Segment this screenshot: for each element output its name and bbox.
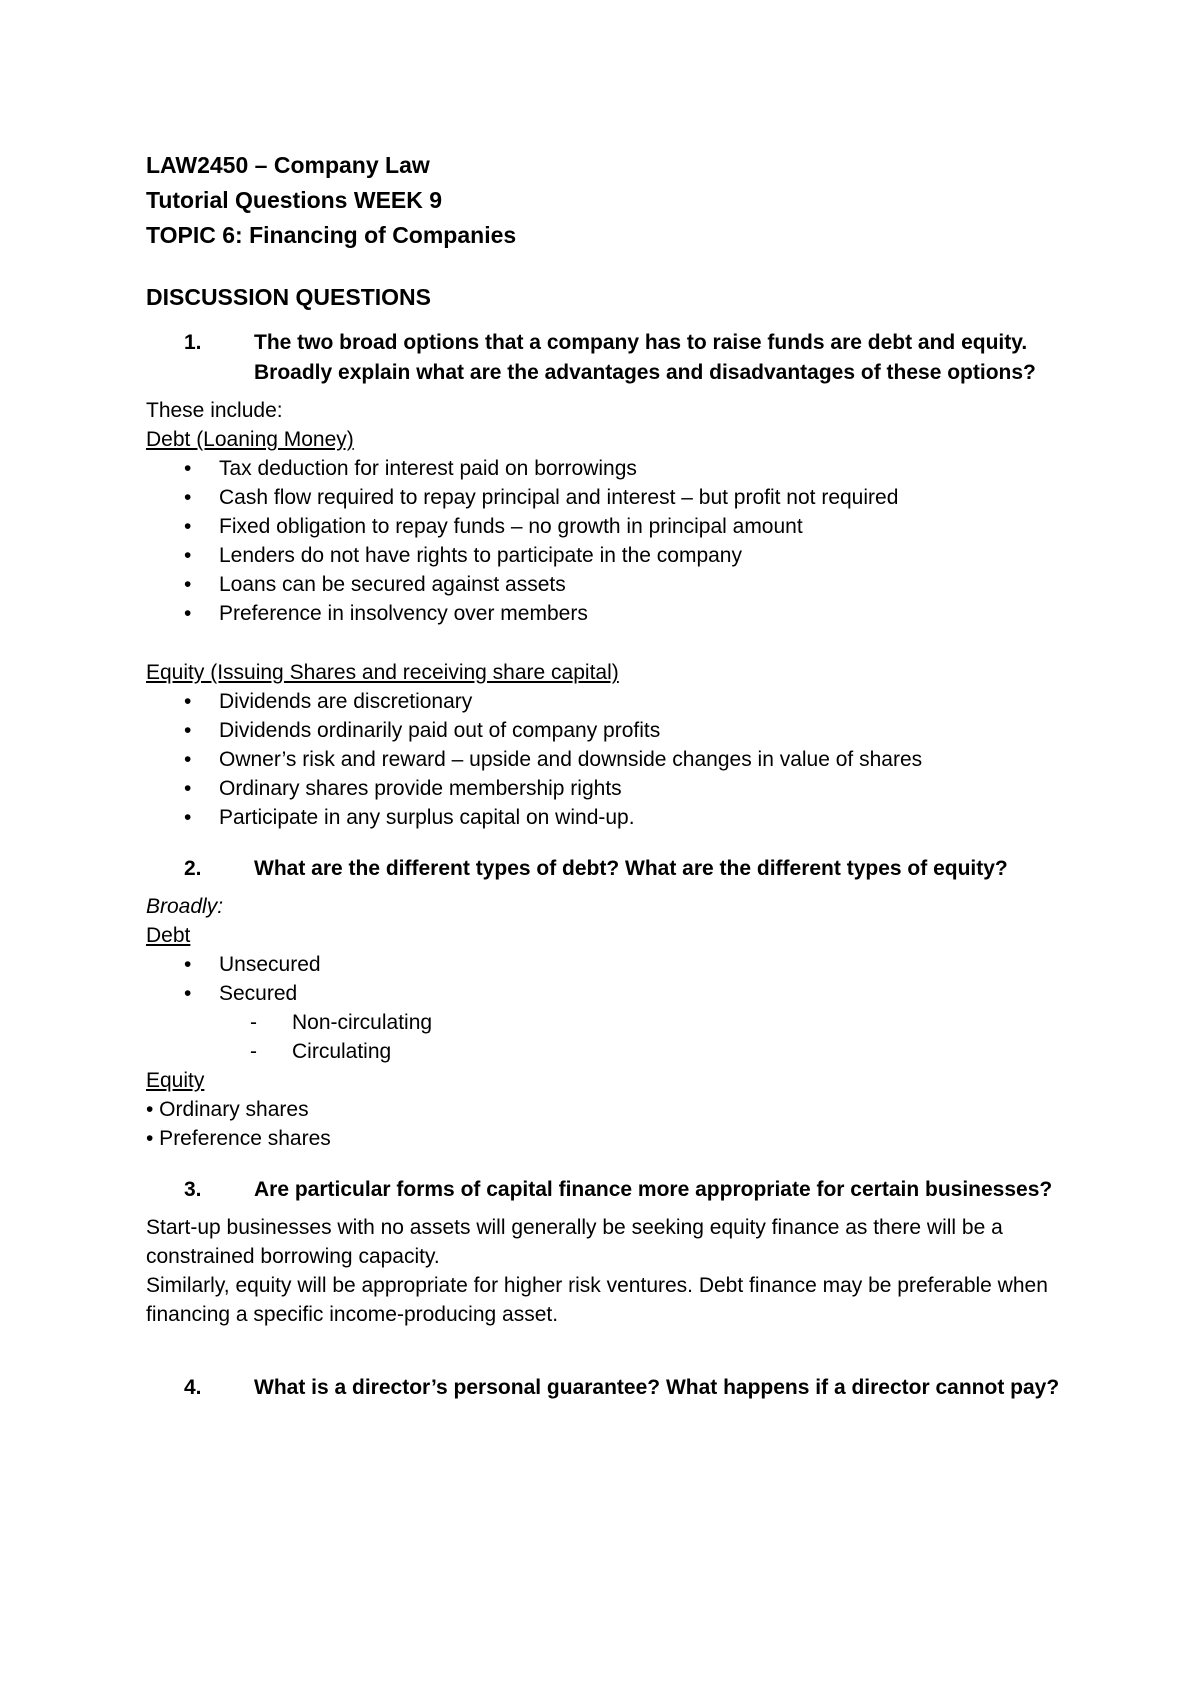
course-title: LAW2450 – Company Law (146, 152, 430, 178)
list-item: • Ordinary shares provide membership rights (146, 774, 1076, 803)
bullet-icon: • (184, 602, 192, 625)
answer-paragraph: Similarly, equity will be appropriate for higher risk ventures. Debt finance may be preferable when financing a specific income-producing asset. (146, 1274, 1048, 1326)
bullet-icon: • (184, 982, 192, 1005)
list-item: • Lenders do not have rights to participate in the company (146, 541, 1076, 570)
equity-list (146, 687, 1076, 832)
broadly-label: Broadly: (146, 895, 224, 918)
question-1 (146, 328, 1076, 388)
debt-types-list (146, 950, 1076, 1008)
question-4 (146, 1373, 1076, 1403)
debt-types-heading: Debt (146, 924, 191, 947)
question-number: 4. (184, 1376, 202, 1399)
bullet-icon: • (184, 806, 192, 829)
list-item: • Participate in any surplus capital on wind-up. (146, 803, 1076, 832)
list-item: • Ordinary shares (146, 1098, 309, 1121)
bullet-icon: • (184, 719, 192, 742)
list-item: • Cash flow required to repay principal and interest – but profit not required (146, 483, 1076, 512)
question-3 (146, 1175, 1076, 1205)
list-item: • Secured (146, 979, 1076, 1008)
debt-heading: Debt (Loaning Money) (146, 428, 354, 451)
tutorial-title: Tutorial Questions WEEK 9 (146, 187, 443, 213)
question-text: What is a director’s personal guarantee? What happens if a director cannot pay? (254, 1376, 1060, 1399)
document-content (146, 148, 1076, 1403)
list-item: • Preference in insolvency over members (146, 599, 1076, 628)
dash-icon: - (250, 1011, 257, 1034)
list-item: • Dividends are discretionary (146, 687, 1076, 716)
equity-types-heading: Equity (146, 1069, 205, 1092)
bullet-icon: • (184, 486, 192, 509)
bullet-icon: • (184, 777, 192, 800)
list-item: • Loans can be secured against assets (146, 570, 1076, 599)
question-2 (146, 854, 1076, 884)
equity-heading: Equity (Issuing Shares and receiving share capital) (146, 661, 619, 684)
bullet-icon: • (184, 457, 192, 480)
dash-icon: - (250, 1040, 257, 1063)
question-number: 1. (184, 331, 202, 354)
list-item: • Owner’s risk and reward – upside and downside changes in value of shares (146, 745, 1076, 774)
answer-intro: These include: (146, 399, 283, 422)
list-item: • Fixed obligation to repay funds – no growth in principal amount (146, 512, 1076, 541)
bullet-icon: • (184, 748, 192, 771)
bullet-icon: • (184, 690, 192, 713)
debt-list (146, 454, 1076, 628)
topic-title: TOPIC 6: Financing of Companies (146, 222, 517, 248)
question-text: What are the different types of debt? What are the different types of equity? (254, 857, 1008, 880)
question-number: 2. (184, 857, 202, 880)
list-item: • Preference shares (146, 1127, 331, 1150)
bullet-icon: • (184, 544, 192, 567)
answer-paragraph: Start-up businesses with no assets will generally be seeking equity finance as there will be a constrained borrowing capacity. (146, 1216, 1003, 1268)
discussion-questions-heading: DISCUSSION QUESTIONS (146, 284, 431, 310)
question-number: 3. (184, 1178, 202, 1201)
bullet-icon: • (184, 953, 192, 976)
secured-subtypes-list (146, 1008, 1076, 1066)
bullet-icon: • (184, 515, 192, 538)
question-text: Are particular forms of capital finance more appropriate for certain businesses? (254, 1178, 1053, 1201)
bullet-icon: • (184, 573, 192, 596)
list-item: • Dividends ordinarily paid out of company profits (146, 716, 1076, 745)
list-item: • Tax deduction for interest paid on borrowings (146, 454, 1076, 483)
list-item: • Unsecured (146, 950, 1076, 979)
list-item: - Circulating (146, 1037, 1076, 1066)
list-item: - Non-circulating (146, 1008, 1076, 1037)
question-text: The two broad options that a company has to raise funds are debt and equity. Broadly explain what are the advantages and disadvantages of these options? (254, 331, 1036, 384)
